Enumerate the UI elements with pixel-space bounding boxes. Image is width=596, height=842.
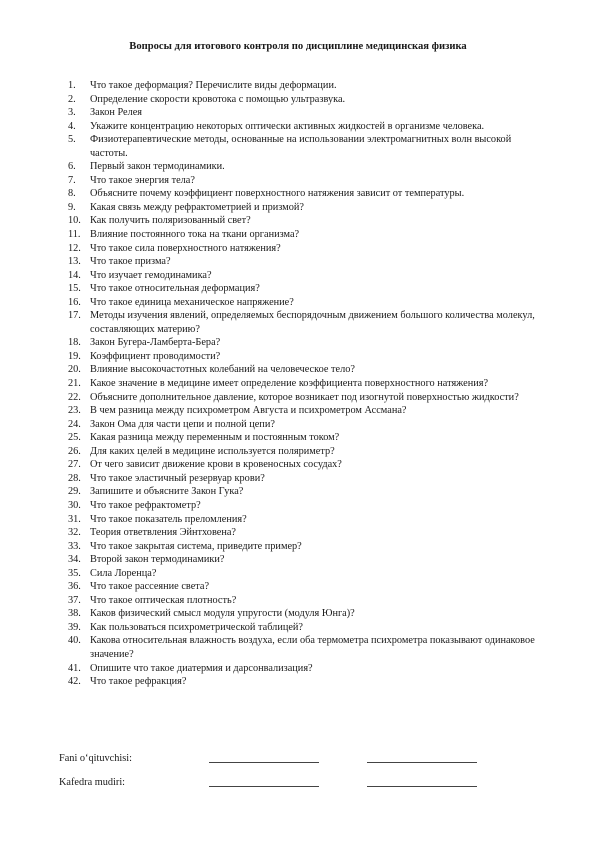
question-number: 15. <box>68 283 81 295</box>
question-number: 7. <box>68 174 76 186</box>
question-number: 31. <box>68 513 81 525</box>
question-number: 17. <box>68 310 81 322</box>
question-text: Первый закон термодинамики. <box>90 161 225 173</box>
question-text: Влияние высокочастотных колебаний на человеческое тело? <box>90 364 355 376</box>
question-text: Что такое деформация? Перечислите виды деформации. <box>90 80 337 91</box>
question-item <box>68 350 542 364</box>
question-text: Что такое сила поверхностного натяжения? <box>90 242 281 254</box>
question-number: 22. <box>68 391 81 403</box>
question-text: Какова относительная влажность воздуха, если оба термометра психрометра показывают одинаковое значение? <box>90 635 535 660</box>
question-number: 14. <box>68 269 81 281</box>
question-text: Что изучает гемодинамика? <box>90 269 212 281</box>
question-number: 20. <box>68 364 81 376</box>
question-number: 39. <box>68 621 81 633</box>
question-number: 6. <box>68 161 76 173</box>
question-number: 12. <box>68 242 81 254</box>
question-item <box>68 391 542 405</box>
question-text: Что такое показатель преломления? <box>90 513 247 525</box>
question-text: Что такое рассеяние света? <box>90 581 210 593</box>
question-text: Опишите что такое диатермия и дарсонвализация? <box>90 662 313 674</box>
head-signature-row <box>59 777 125 788</box>
question-number: 10. <box>68 215 81 227</box>
question-number: 27. <box>68 459 81 471</box>
question-number: 35. <box>68 567 81 579</box>
question-item <box>68 445 542 459</box>
question-number: 40. <box>68 635 81 647</box>
question-number: 5. <box>68 134 76 146</box>
question-item <box>68 662 542 676</box>
question-number: 13. <box>68 256 81 268</box>
question-text: Физиотерапевтические методы, основанные на использовании электромагнитных волн высокой частоты. <box>90 134 512 159</box>
question-item <box>68 79 542 93</box>
question-number: 16. <box>68 296 81 308</box>
question-number: 42. <box>68 676 81 688</box>
question-item <box>68 201 542 215</box>
question-item <box>68 228 542 242</box>
question-text: Что такое энергия тела? <box>90 174 195 186</box>
question-text: Что такое относительная деформация? <box>90 283 260 295</box>
question-text: Какая разница между переменным и постоянным током? <box>90 432 340 444</box>
teacher-signature-row <box>59 753 132 764</box>
head-signature-line <box>209 777 319 787</box>
question-number: 18. <box>68 337 81 349</box>
question-item <box>68 214 542 228</box>
question-item <box>68 553 542 567</box>
question-item <box>68 242 542 256</box>
question-text: Объясните почему коэффициент поверхностного натяжения зависит от температуры. <box>90 188 465 200</box>
question-item <box>68 526 542 540</box>
question-number: 26. <box>68 445 81 457</box>
question-item <box>68 540 542 554</box>
question-number: 41. <box>68 662 81 674</box>
question-text: Какое значение в медицине имеет определение коэффициента поверхностного натяжения? <box>90 378 489 390</box>
question-text: Что такое рефрактометр? <box>90 499 201 511</box>
question-text: Как пользоваться психрометрической таблицей? <box>90 621 303 633</box>
question-text: Закон Ома для части цепи и полной цепи? <box>90 418 275 430</box>
question-item <box>68 336 542 350</box>
question-item <box>68 472 542 486</box>
question-text: Что такое эластичный резервуар крови? <box>90 472 265 484</box>
question-text: Объясните дополнительное давление, которое возникает под изогнутой поверхностью жидкости? <box>90 391 519 403</box>
question-text: Как получить поляризованный свет? <box>90 215 251 227</box>
question-number: 25. <box>68 432 81 444</box>
question-item <box>68 621 542 635</box>
question-number: 11. <box>68 229 81 241</box>
teacher-label: Fani o‘qituvchisi: <box>59 753 132 764</box>
question-item <box>68 458 542 472</box>
question-item <box>68 418 542 432</box>
question-item <box>68 174 542 188</box>
question-text: Определение скорости кровотока с помощью ультразвука. <box>90 93 346 105</box>
head-label: Kafedra mudiri: <box>59 777 126 788</box>
question-number: 24. <box>68 418 81 430</box>
question-item <box>68 485 542 499</box>
question-number: 4. <box>68 120 76 132</box>
question-item <box>68 93 542 107</box>
question-number: 37. <box>68 594 81 606</box>
question-number: 23. <box>68 405 81 417</box>
question-number: 9. <box>68 201 76 213</box>
question-item <box>68 675 542 689</box>
question-item <box>68 269 542 283</box>
question-item <box>68 377 542 391</box>
question-item <box>68 296 542 310</box>
question-item <box>68 513 542 527</box>
question-text: Что такое оптическая плотность? <box>90 594 237 606</box>
question-number: 29. <box>68 486 81 498</box>
question-text: Каков физический смысл модуля упругости (модуля Юнга)? <box>90 608 355 620</box>
question-number: 28. <box>68 472 81 484</box>
question-number: 2. <box>68 93 76 105</box>
question-text: Второй закон термодинамики? <box>90 554 225 566</box>
question-text: Сила Лоренца? <box>90 567 157 579</box>
question-item <box>68 594 542 608</box>
question-number: 1. <box>68 80 76 91</box>
question-text: Коэффициент проводимости? <box>90 350 221 362</box>
question-text: Что такое закрытая система, приведите пример? <box>90 540 302 552</box>
question-number: 8. <box>68 188 76 200</box>
question-text: От чего зависит движение крови в кровеносных сосудах? <box>90 459 342 471</box>
question-item <box>68 580 542 594</box>
question-text: Для каких целей в медицине используется поляриметр? <box>90 445 335 457</box>
question-item <box>68 255 542 269</box>
question-text: Закон Релея <box>90 107 143 119</box>
question-item <box>68 309 542 336</box>
question-text: Что такое призма? <box>90 256 171 268</box>
question-number: 33. <box>68 540 81 552</box>
question-text: В чем разница между психрометром Августа и психрометром Ассмана? <box>90 405 407 417</box>
question-number: 34. <box>68 554 81 566</box>
question-text: Что такое рефракция? <box>90 676 187 688</box>
question-list <box>68 79 542 689</box>
question-text: Закон Бугера-Ламберта-Бера? <box>90 337 221 349</box>
question-text: Влияние постоянного тока на ткани организма? <box>90 229 300 241</box>
question-item <box>68 634 542 661</box>
question-number: 30. <box>68 499 81 511</box>
question-item <box>68 567 542 581</box>
question-text: Методы изучения явлений, определяемых беспорядочным движением большого количества молекул, составляющих материю? <box>90 310 535 335</box>
question-item <box>68 499 542 513</box>
question-text: Укажите концентрацию некоторых оптически активных жидкостей в организме человека. <box>90 120 485 132</box>
question-number: 38. <box>68 608 81 620</box>
question-number: 32. <box>68 527 81 539</box>
question-number: 19. <box>68 350 81 362</box>
question-item <box>68 431 542 445</box>
question-item <box>68 133 542 160</box>
question-item <box>68 404 542 418</box>
question-item <box>68 187 542 201</box>
teacher-signature-line <box>209 753 319 763</box>
question-item <box>68 607 542 621</box>
question-number: 36. <box>68 581 81 593</box>
question-item <box>68 363 542 377</box>
question-text: Какая связь между рефрактометрией и призмой? <box>90 201 304 213</box>
question-item <box>68 106 542 120</box>
question-number: 21. <box>68 378 81 390</box>
question-item <box>68 120 542 134</box>
question-text: Запишите и объясните Закон Гука? <box>90 486 244 498</box>
question-item <box>68 282 542 296</box>
teacher-name-line <box>367 753 477 763</box>
question-item <box>68 160 542 174</box>
document-title: Вопросы для итогового контроля по дисциплине медицинская физика <box>129 41 467 52</box>
question-text: Теория ответвления Эйнтховена? <box>90 527 236 539</box>
question-text: Что такое единица механическое напряжение? <box>90 296 294 308</box>
question-number: 3. <box>68 107 76 119</box>
head-name-line <box>367 777 477 787</box>
